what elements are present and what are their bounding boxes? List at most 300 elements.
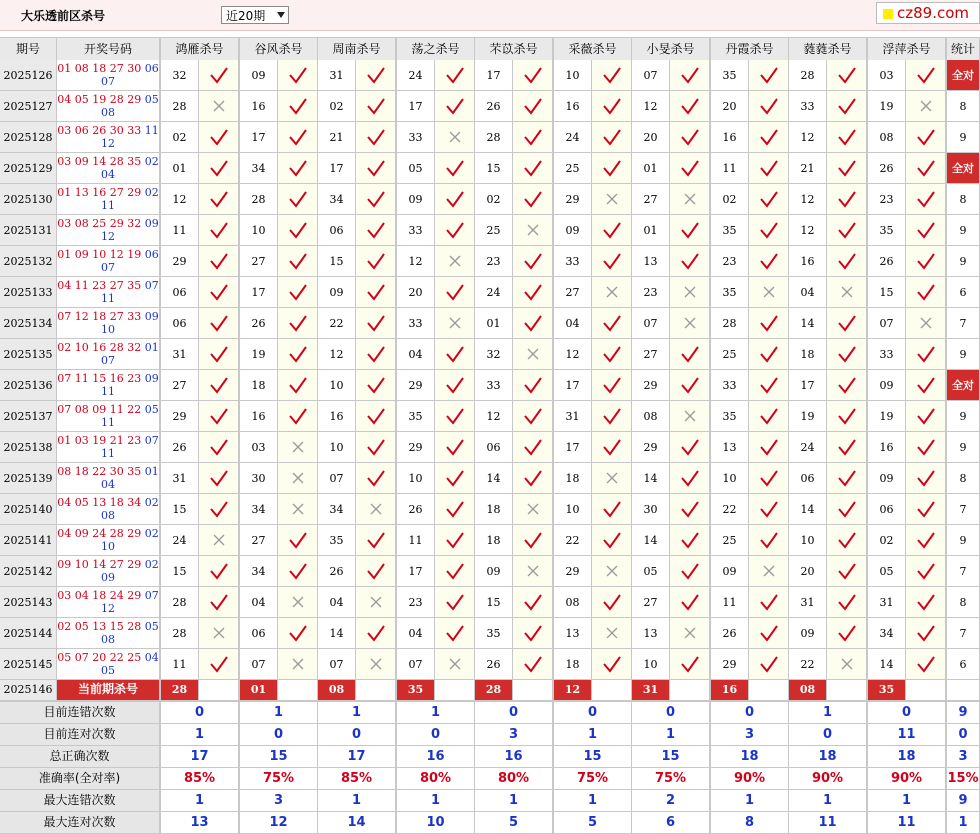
check-icon — [356, 401, 395, 431]
draw-front: 02 05 13 15 28 — [57, 620, 142, 633]
check-icon — [435, 339, 474, 369]
check-icon — [356, 91, 395, 121]
kill-number: 17 — [240, 122, 277, 152]
check-icon — [513, 649, 552, 679]
cross-icon — [592, 463, 631, 493]
kill-number: 09 — [475, 556, 512, 586]
kill-number: 11 — [397, 525, 434, 555]
kill-number: 26 — [475, 649, 512, 679]
check-icon — [670, 60, 709, 90]
check-icon — [592, 246, 631, 276]
check-icon — [513, 463, 552, 493]
kill-number: 29 — [711, 649, 748, 679]
kill-number: 33 — [711, 370, 748, 400]
kill-number: 03 — [240, 432, 277, 462]
kill-number: 10 — [554, 494, 591, 524]
check-icon — [592, 432, 631, 462]
cross-icon — [278, 494, 317, 524]
check-icon — [906, 618, 945, 648]
kill-number: 33 — [397, 308, 434, 338]
period-select-value: 近20期 — [226, 9, 266, 23]
kill-number: 34 — [318, 494, 355, 524]
kill-number: 14 — [789, 308, 826, 338]
kill-number: 20 — [789, 556, 826, 586]
check-icon — [906, 184, 945, 214]
summary-value: 15 — [632, 746, 709, 767]
kill-number: 06 — [318, 215, 355, 245]
draw-front: 03 09 14 28 35 — [57, 155, 142, 168]
check-icon — [278, 60, 317, 90]
kill-number: 35 — [711, 277, 748, 307]
check-icon — [827, 308, 866, 338]
row-stat: 9 — [947, 246, 979, 276]
check-icon — [749, 184, 788, 214]
check-icon — [749, 246, 788, 276]
cross-icon — [278, 649, 317, 679]
summary-value: 1 — [475, 790, 552, 811]
cross-icon — [356, 494, 395, 524]
kill-number: 04 — [554, 308, 591, 338]
row-period: 2025127 — [0, 91, 56, 121]
check-icon — [906, 60, 945, 90]
check-icon — [670, 587, 709, 617]
row-draw-numbers — [57, 556, 159, 586]
kill-number: 14 — [475, 463, 512, 493]
check-icon — [749, 370, 788, 400]
kill-number: 01 — [632, 215, 669, 245]
check-icon — [906, 587, 945, 617]
summary-value: 14 — [318, 812, 395, 833]
kill-number: 09 — [868, 370, 905, 400]
kill-number: 10 — [318, 432, 355, 462]
check-icon — [670, 494, 709, 524]
cross-icon — [592, 618, 631, 648]
draw-front: 04 11 23 27 35 — [57, 279, 142, 292]
check-icon — [278, 277, 317, 307]
cross-icon — [827, 649, 866, 679]
summary-stat: 9 — [947, 790, 979, 811]
kill-number: 33 — [789, 91, 826, 121]
check-icon — [199, 215, 238, 245]
kill-number: 07 — [632, 60, 669, 90]
summary-value: 0 — [789, 724, 866, 745]
kill-number: 26 — [868, 153, 905, 183]
kill-number: 26 — [397, 494, 434, 524]
kill-number: 12 — [397, 246, 434, 276]
draw-back2: 04 — [101, 478, 115, 491]
check-icon — [356, 556, 395, 586]
current-kill-number: 16 — [711, 680, 748, 700]
check-icon — [513, 91, 552, 121]
row-period: 2025128 — [0, 122, 56, 152]
check-icon — [513, 432, 552, 462]
kill-number: 17 — [397, 556, 434, 586]
check-icon — [278, 91, 317, 121]
summary-value: 0 — [868, 702, 945, 723]
period-select[interactable] — [221, 6, 289, 24]
kill-number: 06 — [868, 494, 905, 524]
draw-front: 03 08 25 29 32 — [57, 217, 142, 230]
kill-number: 19 — [240, 339, 277, 369]
check-icon — [827, 153, 866, 183]
summary-value: 0 — [161, 702, 238, 723]
cross-icon — [513, 494, 552, 524]
summary-value: 1 — [161, 790, 238, 811]
check-icon — [199, 463, 238, 493]
kill-number: 17 — [554, 432, 591, 462]
draw-front: 07 12 18 27 33 — [57, 310, 142, 323]
kill-number: 30 — [632, 494, 669, 524]
kill-number: 18 — [475, 525, 512, 555]
check-icon — [278, 401, 317, 431]
kill-number: 31 — [161, 339, 198, 369]
kill-number: 05 — [632, 556, 669, 586]
draw-back2: 08 — [101, 633, 115, 646]
summary-label: 最大连错次数 — [0, 790, 159, 811]
summary-stat: 9 — [947, 702, 979, 723]
check-icon — [670, 215, 709, 245]
check-icon — [356, 370, 395, 400]
kill-number: 25 — [475, 215, 512, 245]
current-kill-number: 35 — [397, 680, 434, 700]
kill-number: 23 — [397, 587, 434, 617]
kill-number: 02 — [711, 184, 748, 214]
kill-number: 25 — [711, 339, 748, 369]
summary-value: 90% — [868, 768, 945, 789]
check-icon — [906, 649, 945, 679]
check-icon — [435, 60, 474, 90]
check-icon — [670, 525, 709, 555]
check-icon — [278, 184, 317, 214]
row-period: 2025141 — [0, 525, 56, 555]
kill-number: 15 — [161, 494, 198, 524]
row-draw-numbers — [57, 246, 159, 276]
header-expert: 荡之杀号 — [397, 38, 474, 60]
kill-number: 31 — [789, 587, 826, 617]
draw-back1: 06 — [144, 248, 159, 261]
kill-number: 35 — [475, 618, 512, 648]
summary-value: 6 — [632, 812, 709, 833]
draw-back1: 01 — [144, 341, 159, 354]
kill-number: 09 — [789, 618, 826, 648]
kill-number: 07 — [632, 308, 669, 338]
row-stat: 9 — [947, 432, 979, 462]
row-period: 2025136 — [0, 370, 56, 400]
summary-value: 5 — [554, 812, 631, 833]
cross-icon — [278, 463, 317, 493]
draw-front: 03 06 26 30 33 — [57, 124, 142, 137]
row-draw-numbers — [57, 277, 159, 307]
summary-stat: 3 — [947, 746, 979, 767]
draw-front: 01 09 10 12 19 — [57, 248, 142, 261]
check-icon — [199, 153, 238, 183]
row-period: 2025135 — [0, 339, 56, 369]
draw-back1: 07 — [144, 279, 159, 292]
row-period: 2025138 — [0, 432, 56, 462]
kill-number: 07 — [868, 308, 905, 338]
all-correct-badge: 全对 — [947, 60, 979, 90]
cross-icon — [670, 184, 709, 214]
check-icon — [513, 277, 552, 307]
kill-number: 26 — [475, 91, 512, 121]
check-icon — [670, 463, 709, 493]
site-logo[interactable] — [876, 2, 980, 24]
kill-number: 34 — [318, 184, 355, 214]
check-icon — [199, 184, 238, 214]
kill-number: 09 — [554, 215, 591, 245]
summary-value: 11 — [789, 812, 866, 833]
summary-value: 0 — [475, 702, 552, 723]
summary-value: 75% — [240, 768, 317, 789]
summary-value: 1 — [789, 702, 866, 723]
check-icon — [513, 122, 552, 152]
check-icon — [278, 370, 317, 400]
draw-front: 02 10 16 28 32 — [57, 341, 142, 354]
current-label: 当前期杀号 — [57, 680, 159, 700]
check-icon — [906, 246, 945, 276]
check-icon — [827, 370, 866, 400]
summary-label: 目前连错次数 — [0, 702, 159, 723]
check-icon — [749, 432, 788, 462]
row-draw-numbers — [57, 649, 159, 679]
kill-number: 16 — [318, 401, 355, 431]
kill-number: 02 — [475, 184, 512, 214]
kill-number: 16 — [240, 91, 277, 121]
row-stat: 9 — [947, 122, 979, 152]
kill-number: 33 — [397, 122, 434, 152]
draw-back2: 07 — [101, 261, 115, 274]
draw-back2: 08 — [101, 106, 115, 119]
kill-number: 21 — [318, 122, 355, 152]
draw-back2: 12 — [101, 602, 115, 615]
check-icon — [749, 215, 788, 245]
kill-number: 31 — [554, 401, 591, 431]
check-icon — [435, 432, 474, 462]
row-draw-numbers — [57, 308, 159, 338]
row-draw-numbers — [57, 339, 159, 369]
check-icon — [749, 60, 788, 90]
kill-number: 29 — [632, 432, 669, 462]
kill-number: 20 — [632, 122, 669, 152]
check-icon — [435, 618, 474, 648]
kill-number: 35 — [711, 215, 748, 245]
draw-back1: 04 — [144, 651, 159, 664]
row-period: 2025137 — [0, 401, 56, 431]
kill-number: 12 — [632, 91, 669, 121]
check-icon — [827, 246, 866, 276]
kill-number: 09 — [711, 556, 748, 586]
kill-number: 07 — [397, 649, 434, 679]
check-icon — [906, 463, 945, 493]
kill-number: 07 — [318, 649, 355, 679]
row-period: 2025145 — [0, 649, 56, 679]
check-icon — [278, 122, 317, 152]
kill-number: 02 — [318, 91, 355, 121]
check-icon — [199, 308, 238, 338]
check-icon — [356, 246, 395, 276]
cross-icon — [356, 587, 395, 617]
row-stat: 7 — [947, 494, 979, 524]
kill-number: 22 — [554, 525, 591, 555]
kill-number: 11 — [711, 587, 748, 617]
kill-number: 14 — [318, 618, 355, 648]
check-icon — [749, 587, 788, 617]
check-icon — [906, 122, 945, 152]
check-icon — [906, 153, 945, 183]
row-draw-numbers — [57, 153, 159, 183]
check-icon — [199, 370, 238, 400]
kill-number: 35 — [318, 525, 355, 555]
kill-number: 33 — [868, 339, 905, 369]
current-kill-empty — [749, 680, 788, 700]
summary-value: 90% — [711, 768, 788, 789]
check-icon — [749, 618, 788, 648]
draw-back1: 07 — [144, 589, 159, 602]
kill-number: 12 — [475, 401, 512, 431]
row-period: 2025131 — [0, 215, 56, 245]
kill-number: 15 — [475, 153, 512, 183]
summary-value: 1 — [397, 702, 474, 723]
kill-number: 31 — [318, 60, 355, 90]
check-icon — [592, 370, 631, 400]
row-period: 2025139 — [0, 463, 56, 493]
kill-number: 12 — [789, 122, 826, 152]
summary-value: 16 — [397, 746, 474, 767]
row-period: 2025132 — [0, 246, 56, 276]
check-icon — [670, 556, 709, 586]
summary-stat: 15% — [947, 768, 979, 789]
check-icon — [513, 60, 552, 90]
check-icon — [906, 556, 945, 586]
draw-back2: 08 — [101, 509, 115, 522]
kill-number: 27 — [632, 339, 669, 369]
draw-front: 04 05 19 28 29 — [57, 93, 142, 106]
kill-number: 04 — [789, 277, 826, 307]
summary-value: 3 — [711, 724, 788, 745]
kill-number: 14 — [789, 494, 826, 524]
check-icon — [749, 463, 788, 493]
kill-number: 26 — [161, 432, 198, 462]
row-stat: 7 — [947, 618, 979, 648]
current-kill-empty — [827, 680, 866, 700]
kill-number: 30 — [240, 463, 277, 493]
cross-icon — [906, 308, 945, 338]
kill-number: 28 — [161, 618, 198, 648]
check-icon — [827, 91, 866, 121]
kill-number: 13 — [711, 432, 748, 462]
kill-number: 10 — [397, 463, 434, 493]
check-icon — [906, 370, 945, 400]
check-icon — [356, 60, 395, 90]
draw-front: 08 18 22 30 35 — [57, 465, 142, 478]
check-icon — [435, 215, 474, 245]
kill-number: 28 — [161, 587, 198, 617]
check-icon — [356, 277, 395, 307]
kill-number: 17 — [789, 370, 826, 400]
check-icon — [592, 153, 631, 183]
check-icon — [592, 308, 631, 338]
check-icon — [513, 308, 552, 338]
kill-number: 29 — [632, 370, 669, 400]
summary-value: 11 — [868, 812, 945, 833]
check-icon — [749, 153, 788, 183]
kill-number: 27 — [632, 184, 669, 214]
kill-number: 29 — [554, 556, 591, 586]
kill-number: 21 — [789, 153, 826, 183]
kill-number: 19 — [868, 91, 905, 121]
kill-number: 25 — [711, 525, 748, 555]
check-icon — [278, 246, 317, 276]
row-draw-numbers — [57, 463, 159, 493]
check-icon — [199, 432, 238, 462]
check-icon — [356, 432, 395, 462]
check-icon — [827, 401, 866, 431]
current-period: 2025146 — [0, 680, 56, 700]
kill-number: 16 — [868, 432, 905, 462]
draw-back1: 07 — [144, 434, 159, 447]
summary-label: 目前连对次数 — [0, 724, 159, 745]
kill-number: 17 — [475, 60, 512, 90]
cross-icon — [670, 277, 709, 307]
cross-icon — [513, 339, 552, 369]
check-icon — [592, 339, 631, 369]
kill-number: 23 — [711, 246, 748, 276]
check-icon — [749, 494, 788, 524]
header-expert: 丹霞杀号 — [711, 38, 788, 60]
check-icon — [513, 587, 552, 617]
check-icon — [592, 91, 631, 121]
cross-icon — [827, 277, 866, 307]
check-icon — [435, 494, 474, 524]
kill-number: 15 — [318, 246, 355, 276]
summary-value: 1 — [632, 724, 709, 745]
draw-back1: 09 — [144, 372, 159, 385]
kill-number: 11 — [711, 153, 748, 183]
summary-value: 1 — [554, 790, 631, 811]
check-icon — [435, 184, 474, 214]
row-stat: 7 — [947, 556, 979, 586]
row-draw-numbers — [57, 60, 159, 90]
header-expert: 浮萍杀号 — [868, 38, 945, 60]
check-icon — [435, 401, 474, 431]
cross-icon — [199, 618, 238, 648]
kill-number: 19 — [789, 401, 826, 431]
check-icon — [278, 308, 317, 338]
check-icon — [906, 494, 945, 524]
top-bar — [0, 0, 980, 31]
check-icon — [199, 339, 238, 369]
kill-number: 28 — [161, 91, 198, 121]
check-icon — [513, 184, 552, 214]
draw-back2: 12 — [101, 230, 115, 243]
kill-number: 08 — [554, 587, 591, 617]
kill-number: 18 — [554, 463, 591, 493]
kill-number: 15 — [161, 556, 198, 586]
current-kill-empty — [435, 680, 474, 700]
kill-number: 31 — [868, 587, 905, 617]
draw-back2: 07 — [101, 75, 115, 88]
kill-number: 12 — [161, 184, 198, 214]
kill-number: 29 — [161, 246, 198, 276]
check-icon — [513, 618, 552, 648]
check-icon — [513, 401, 552, 431]
summary-value: 8 — [711, 812, 788, 833]
summary-label: 最大连对次数 — [0, 812, 159, 833]
draw-back2: 05 — [101, 664, 115, 677]
current-kill-empty — [199, 680, 238, 700]
cross-icon — [513, 556, 552, 586]
kill-number: 15 — [475, 587, 512, 617]
